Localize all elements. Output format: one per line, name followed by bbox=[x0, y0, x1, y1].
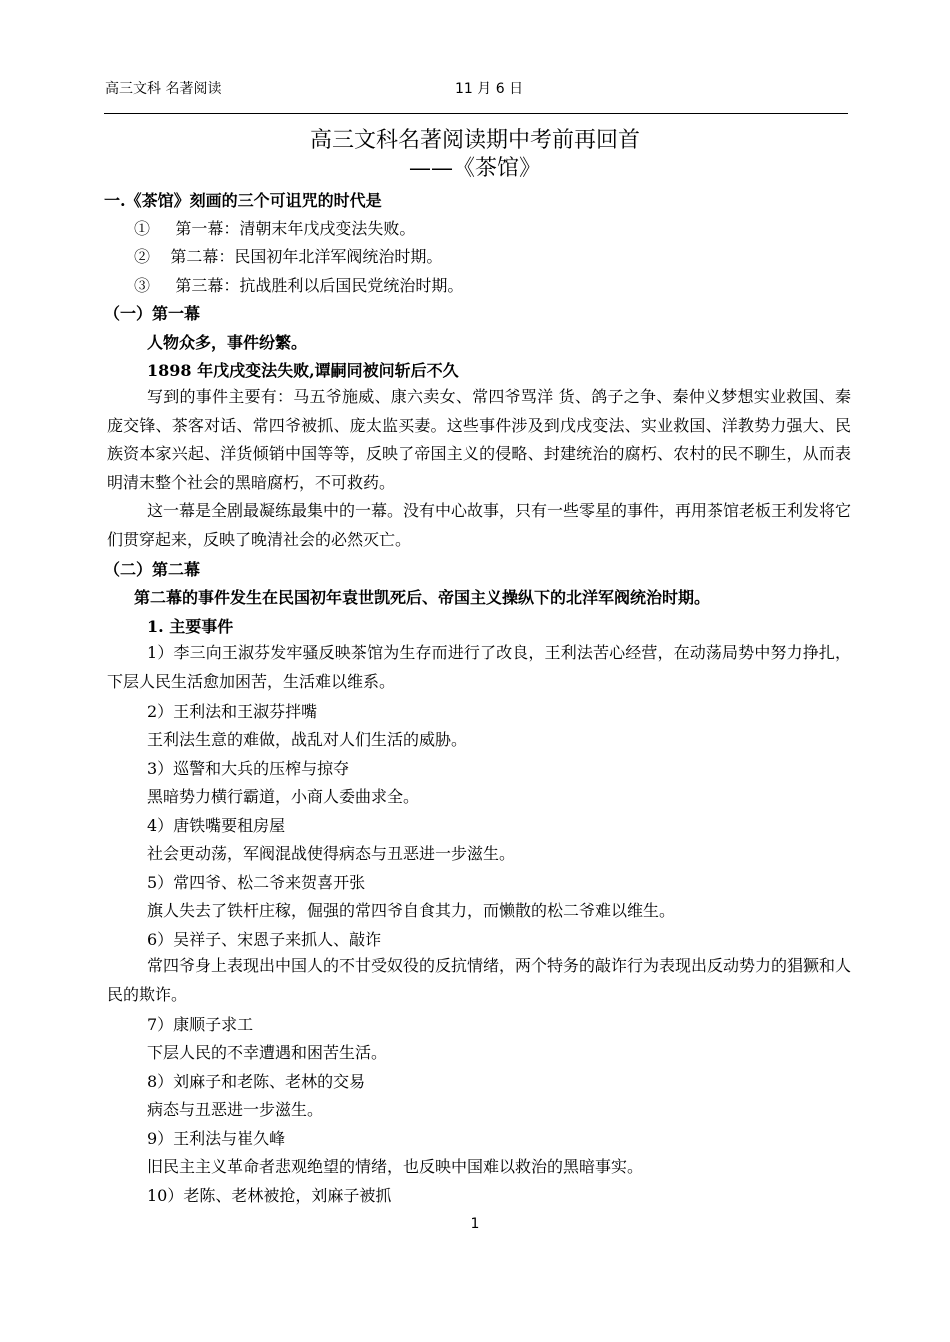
act1-events-paragraph: 写到的事件主要有：马五爷施威、康六卖女、常四爷骂洋 货、鸽子之争、秦仲义梦想实业救国、秦庞交锋、茶客对话、常四爷被抓、庞太监买妻。这些事件涉及到戊戌变法、实业救国、洋教势力强大、民族资本家兴起、洋货倾销中国等等，反映了帝国主义的侵略、封建统治的腐朽、农村的民不聊生，从而表明清末整个社会的黑暗腐朽，不可救药。 bbox=[107, 387, 851, 492]
act2-event-1: 1）李三向王淑芬发牢骚反映茶馆为生存而进行了改良，王利法苦心经营，在动荡局势中努力挣扎，下层人民生活愈加困苦，生活难以维系。 bbox=[107, 643, 851, 691]
act2-event-6-desc: 常四爷身上表现出中国人的不甘受奴役的反抗情绪，两个特务的敲诈行为表现出反动势力的猖獗和人民的欺诈。 bbox=[107, 956, 852, 1004]
era-item-3: ③ 第三幕：抗战胜利以后国民党统治时期。 bbox=[134, 276, 464, 295]
act1-background: 1898 年戊戌变法失败,谭嗣同被问斩后不久 bbox=[147, 361, 459, 380]
header-divider bbox=[104, 113, 848, 114]
header-date: 11 月 6 日 bbox=[455, 81, 524, 97]
act1-summary: 人物众多，事件纷繁。 bbox=[147, 333, 308, 352]
act2-event-4-desc: 社会更动荡，军阀混战使得病态与丑恶进一步滋生。 bbox=[147, 844, 516, 863]
act1-analysis-paragraph: 这一幕是全剧最凝练最集中的一幕。没有中心故事，只有一些零星的事件，再用茶馆老板王利发将它们贯穿起来，反映了晚清社会的必然灭亡。 bbox=[107, 501, 852, 549]
act2-event-4-title: 4）唐铁嘴要租房屋 bbox=[147, 816, 286, 835]
act2-events-heading: 1. 主要事件 bbox=[147, 617, 234, 636]
act2-event-2-title: 2）王利法和王淑芬拌嘴 bbox=[147, 702, 318, 721]
act2-event-5-title: 5）常四爷、松二爷来贺喜开张 bbox=[147, 873, 366, 892]
act2-event-6-title: 6）吴祥子、宋恩子来抓人、敲诈 bbox=[147, 930, 382, 949]
act2-event-3-title: 3）巡警和大兵的压榨与掠夺 bbox=[147, 759, 350, 778]
document-subtitle: ——《茶馆》 bbox=[408, 156, 541, 181]
act2-event-7-title: 7）康顺子求工 bbox=[147, 1015, 254, 1034]
act2-event-9-title: 9）王利法与崔久峰 bbox=[147, 1129, 286, 1148]
era-item-1: ① 第一幕：清朝末年戊戌变法失败。 bbox=[134, 219, 416, 238]
act2-event-10-title: 10）老陈、老林被抢，刘麻子被抓 bbox=[147, 1186, 392, 1205]
act1-heading: （一）第一幕 bbox=[104, 304, 201, 323]
page-number: 1 bbox=[470, 1216, 480, 1232]
act2-event-9-desc: 旧民主主义革命者悲观绝望的情绪，也反映中国难以救治的黑暗事实。 bbox=[147, 1157, 644, 1176]
act2-event-5-desc: 旗人失去了铁杆庄稼，倔强的常四爷自食其力，而懒散的松二爷难以维生。 bbox=[147, 901, 676, 920]
era-item-2: ② 第二幕：民国初年北洋军阀统治时期。 bbox=[134, 247, 443, 266]
page-header bbox=[105, 78, 850, 98]
header-course-label: 高三文科 名著阅读 bbox=[105, 81, 222, 97]
act2-event-8-desc: 病态与丑恶进一步滋生。 bbox=[147, 1100, 324, 1119]
act2-summary: 第二幕的事件发生在民国初年袁世凯死后、帝国主义操纵下的北洋军阀统治时期。 bbox=[134, 588, 711, 607]
act2-heading: （二）第二幕 bbox=[104, 560, 201, 579]
act2-event-7-desc: 下层人民的不幸遭遇和困苦生活。 bbox=[147, 1043, 388, 1062]
document-title: 高三文科名著阅读期中考前再回首 bbox=[309, 128, 640, 153]
section-heading-eras: 一.《茶馆》刻画的三个可诅咒的时代是 bbox=[104, 191, 382, 210]
act2-event-8-title: 8）刘麻子和老陈、老林的交易 bbox=[147, 1072, 366, 1091]
act2-event-3-desc: 黑暗势力横行霸道，小商人委曲求全。 bbox=[147, 787, 420, 806]
act2-event-2-desc: 王利法生意的难做，战乱对人们生活的威胁。 bbox=[147, 730, 468, 749]
